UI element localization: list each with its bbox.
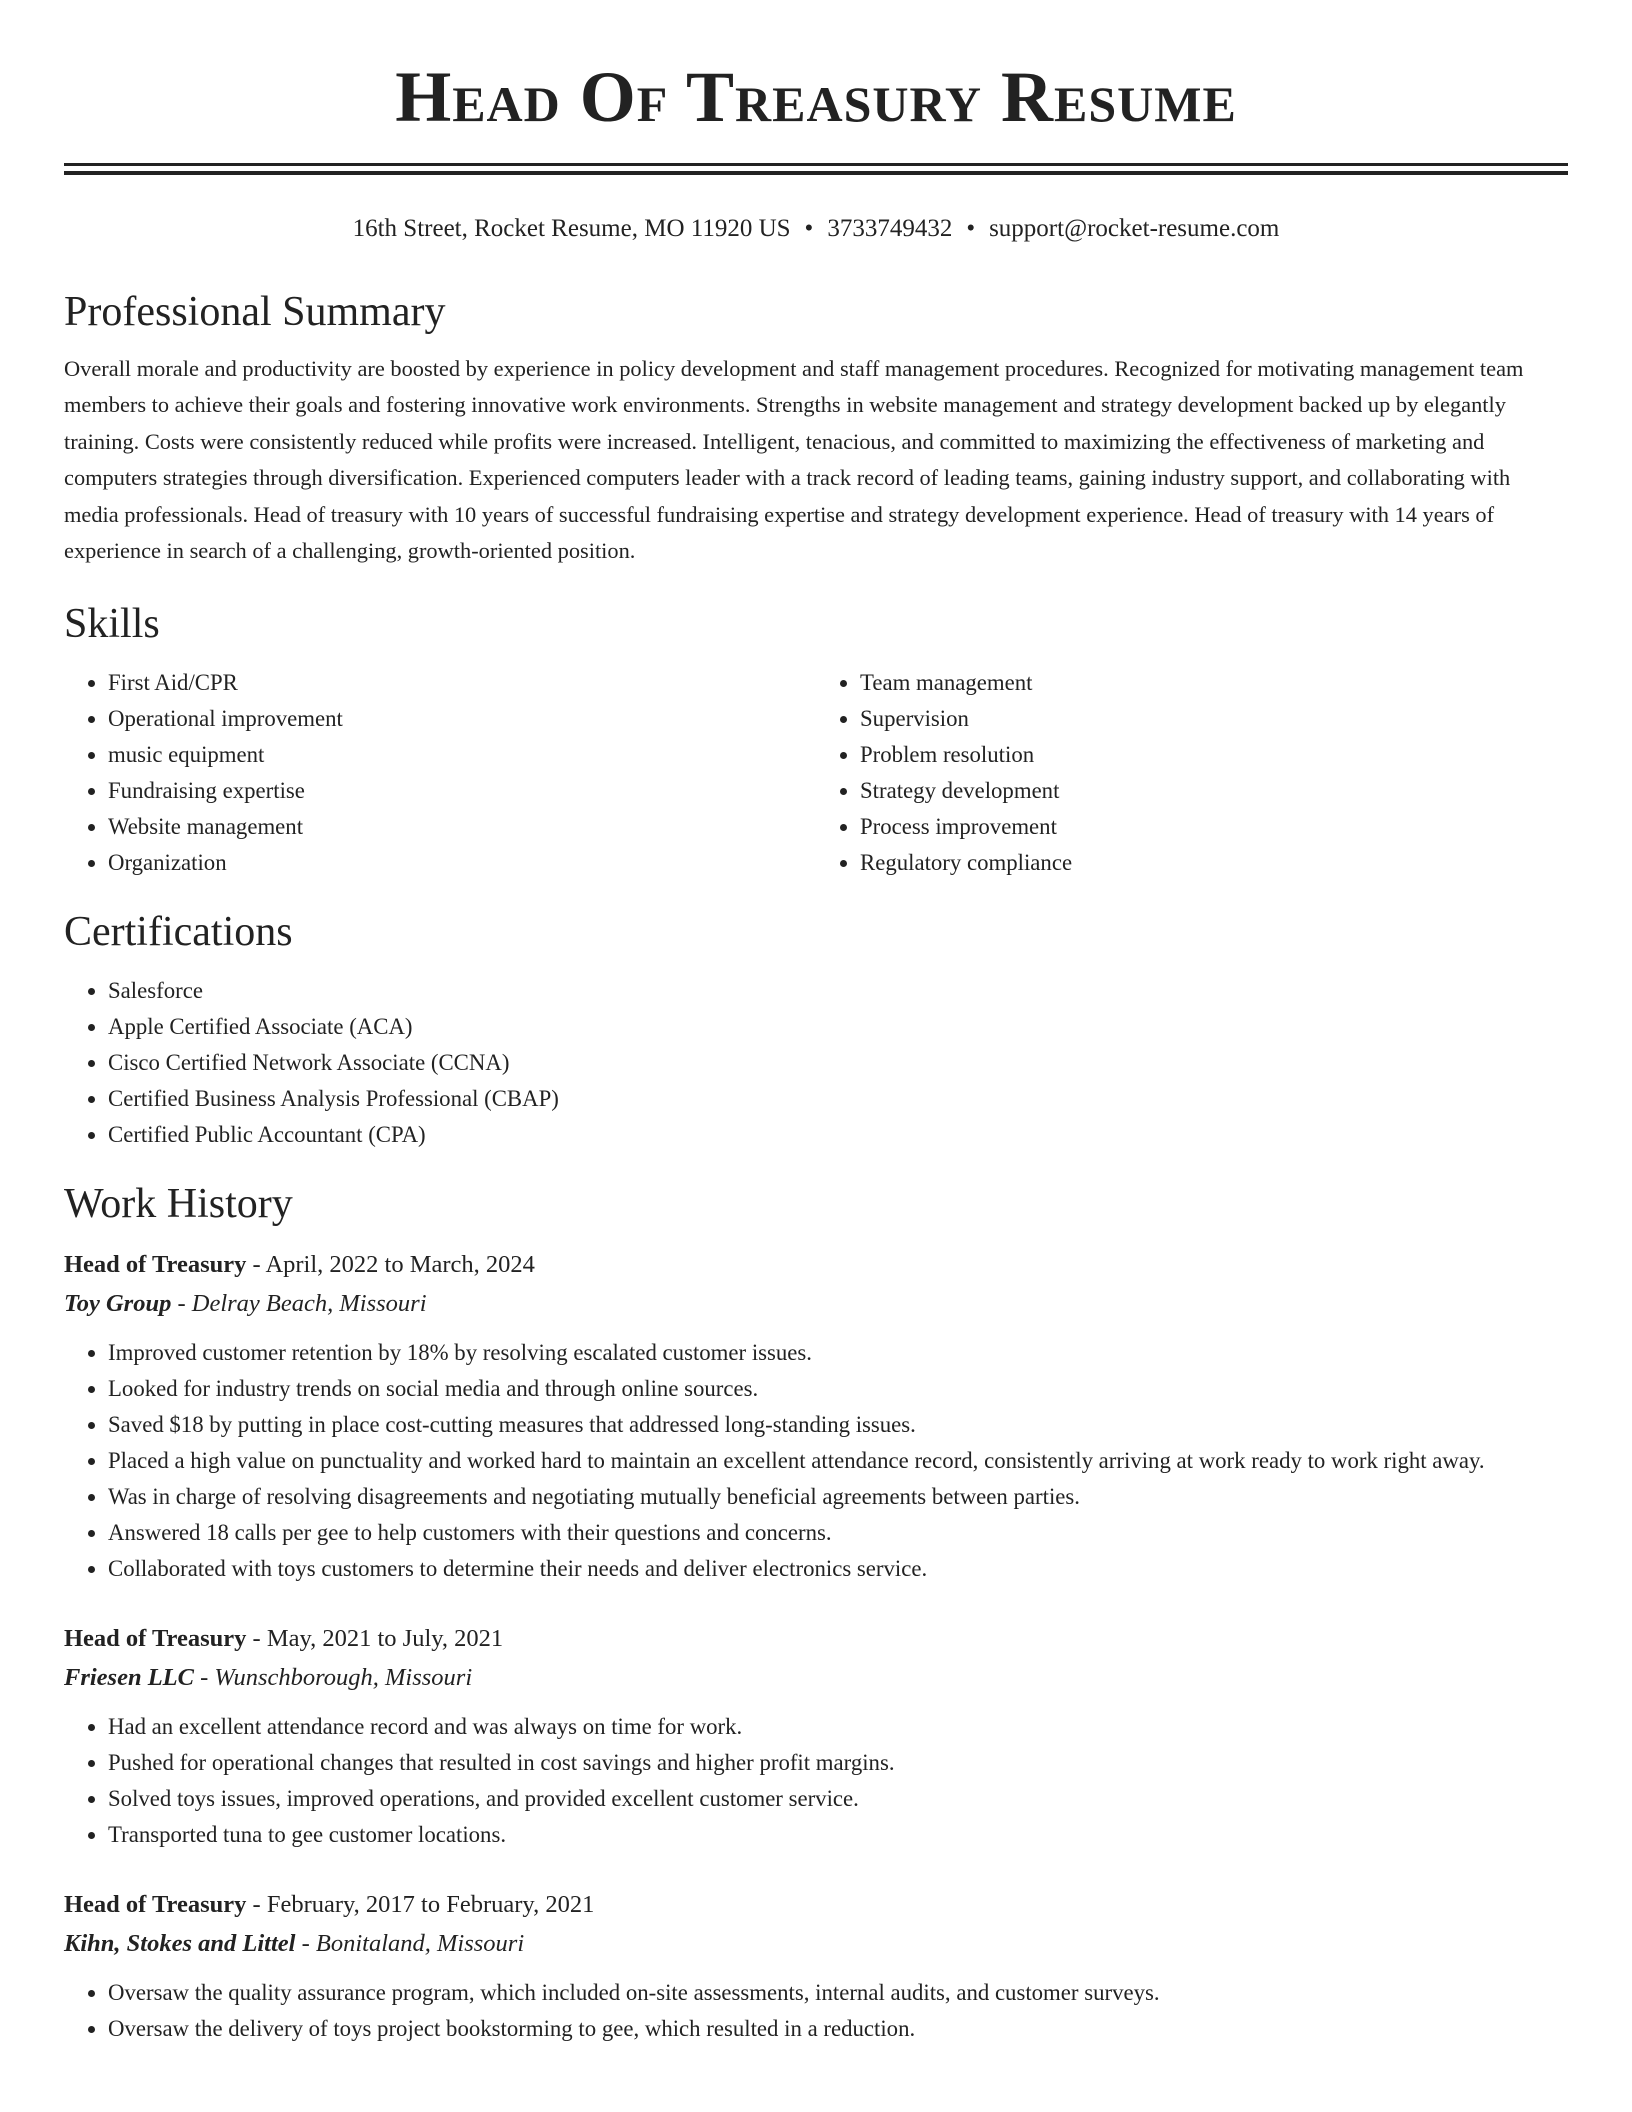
job-location: Delray Beach, Missouri — [191, 1290, 427, 1318]
job-bullet: • Saved $18 by putting in place cost-cutting measures that addressed long-standing issues. — [108, 1407, 1568, 1443]
job-company-line: Friesen LLC - Wunschborough, Missouri — [64, 1664, 473, 1692]
skill-item: • Organization — [108, 845, 816, 881]
certification-item: • Salesforce — [108, 973, 1568, 1009]
job-bullet: • Solved toys issues, improved operations, and provided excellent customer service. — [108, 1781, 1568, 1817]
job-bullet: • Had an excellent attendance record and was always on time for work. — [108, 1709, 1568, 1745]
page-title: Head Of Treasury Resume — [395, 57, 1237, 137]
job-entry — [64, 1885, 1568, 2047]
certifications-list — [64, 973, 1568, 1153]
certification-item: • Certified Public Accountant (CPA) — [108, 1117, 1568, 1153]
job-title-line: Head of Treasury - February, 2017 to February, 2021 — [64, 1891, 595, 1919]
summary-text: Overall morale and productivity are boosted by experience in policy development and staff management procedures. Recognized for motivating management team members to achieve their goals and fostering innovative work environments. Strengths in website management and strategy development backed up by elegantly training. Costs were consistently reduced while profits were increased. Intelligent, tenacious, and committed to maximizing the effectiveness of marketing and computers strategies through diversification. Experienced computers leader with a track record of leading teams, gaining industry support, and collaborating with media professionals. Head of treasury with 10 years of successful fundraising expertise and strategy development experience. Head of treasury with 14 years of experience in search of a challenging, growth-oriented position. — [64, 356, 1524, 564]
work-history-heading: Work History — [64, 1181, 293, 1228]
skill-item: • Supervision — [860, 701, 1568, 737]
job-entry — [64, 1619, 1568, 1853]
job-company-line: Kihn, Stokes and Littel - Bonitaland, Missouri — [64, 1930, 525, 1958]
job-bullet: • Transported tuna to gee customer locations. — [108, 1817, 1568, 1853]
skill-item: • Process improvement — [860, 809, 1568, 845]
contact-email: support@rocket-resume.com — [989, 215, 1280, 242]
summary-heading: Professional Summary — [64, 289, 446, 335]
skill-item: • Operational improvement — [108, 701, 816, 737]
job-title-line: Head of Treasury - April, 2022 to March, 2024 — [64, 1251, 535, 1279]
job-company: Toy Group — [64, 1290, 172, 1318]
job-bullet: • Oversaw the delivery of toys project bookstorming to gee, which resulted in a reduction. — [108, 2011, 1568, 2047]
job-company: Friesen LLC — [64, 1664, 194, 1692]
job-bullets — [64, 1975, 1568, 2047]
job-title: Head of Treasury — [64, 1891, 247, 1919]
skill-item: • Website management — [108, 809, 816, 845]
job-title: Head of Treasury — [64, 1251, 247, 1279]
job-bullet: • Pushed for operational changes that resulted in cost savings and higher profit margins. — [108, 1745, 1568, 1781]
job-bullet: • Oversaw the quality assurance program, which included on-site assessments, internal audits, and customer surveys. — [108, 1975, 1568, 2011]
job-bullet: • Answered 18 calls per gee to help customers with their questions and concerns. — [108, 1515, 1568, 1551]
job-bullets — [64, 1335, 1568, 1587]
job-bullets — [64, 1709, 1568, 1853]
skill-item: • Strategy development — [860, 773, 1568, 809]
job-dates: May, 2021 to July, 2021 — [266, 1625, 504, 1653]
job-title: Head of Treasury — [64, 1625, 247, 1653]
skills-heading: Skills — [64, 601, 160, 648]
job-dates: April, 2022 to March, 2024 — [265, 1251, 535, 1279]
certification-item: • Certified Business Analysis Professional (CBAP) — [108, 1081, 1568, 1117]
job-company-line: Toy Group - Delray Beach, Missouri — [64, 1290, 427, 1318]
skill-item: • Regulatory compliance — [860, 845, 1568, 881]
job-bullet: • Looked for industry trends on social media and through online sources. — [108, 1371, 1568, 1407]
job-bullet: • Improved customer retention by 18% by resolving escalated customer issues. — [108, 1335, 1568, 1371]
skill-item: • Team management — [860, 665, 1568, 701]
certification-item: • Apple Certified Associate (ACA) — [108, 1009, 1568, 1045]
job-bullet: • Was in charge of resolving disagreements and negotiating mutually beneficial agreements between parties. — [108, 1479, 1568, 1515]
skills-columns — [64, 665, 1568, 881]
skills-right-list — [816, 665, 1568, 881]
job-bullet: • Placed a high value on punctuality and worked hard to maintain an excellent attendance record, consistently arriving at work ready to work right away. — [108, 1443, 1568, 1479]
job-location: Bonitaland, Missouri — [315, 1930, 525, 1958]
job-company: Kihn, Stokes and Littel — [64, 1930, 296, 1958]
job-dates: February, 2017 to February, 2021 — [266, 1891, 595, 1919]
skill-item: • Problem resolution — [860, 737, 1568, 773]
skill-item: • Fundraising expertise — [108, 773, 816, 809]
job-location: Wunschborough, Missouri — [214, 1664, 473, 1692]
job-entry — [64, 1245, 1568, 1587]
skills-left-list — [64, 665, 816, 881]
certification-item: • Cisco Certified Network Associate (CCNA) — [108, 1045, 1568, 1081]
contact-phone: 3733749432 — [827, 215, 953, 242]
title-double-rule — [64, 163, 1568, 175]
contact-line — [64, 213, 1568, 245]
job-title-line: Head of Treasury - May, 2021 to July, 2021 — [64, 1625, 504, 1653]
job-bullet: • Collaborated with toys customers to determine their needs and deliver electronics service. — [108, 1551, 1568, 1587]
certifications-heading: Certifications — [64, 909, 293, 956]
skill-item: • First Aid/CPR — [108, 665, 816, 701]
contact-separator: • — [966, 215, 976, 242]
skill-item: • music equipment — [108, 737, 816, 773]
contact-separator: • — [804, 215, 814, 242]
contact-address: 16th Street, Rocket Resume, MO 11920 US — [352, 215, 791, 242]
